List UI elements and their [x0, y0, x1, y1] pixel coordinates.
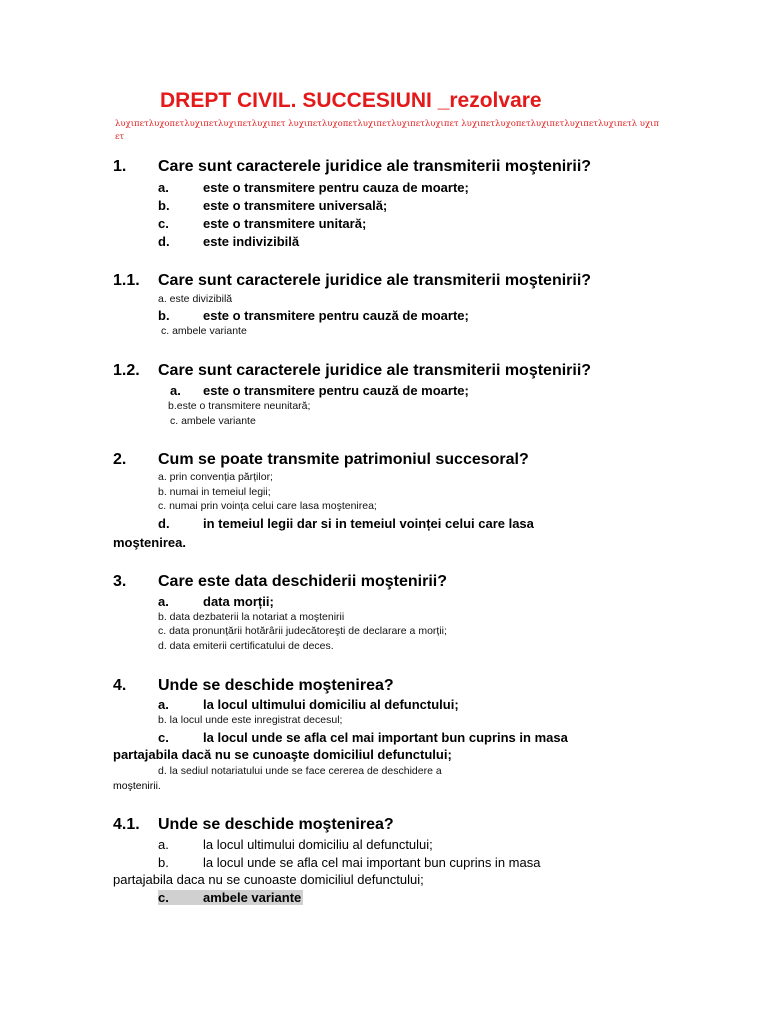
answer-text: la locul unde se afla cel mai important bun cuprins in masa [203, 730, 568, 745]
answer-4b: b. la locul unde este inregistrat decesul; [158, 714, 343, 726]
answer-1-1a: a. este divizibilă [158, 293, 233, 305]
answer-letter: b. [158, 308, 170, 323]
answer-4c-continuation: partajabila dacă nu se cunoaşte domiciliul defunctului; [113, 747, 452, 762]
question-1 [113, 158, 591, 176]
answer-letter: b. [158, 855, 169, 870]
question-number: 1.1. [113, 272, 140, 289]
answer-4d-continuation: moştenirii. [113, 780, 161, 792]
answer-letter: d. [158, 234, 170, 249]
answer-4-1b-continuation: partajabila daca nu se cunoaste domiciliul defunctului; [113, 872, 424, 887]
answer-text: este o transmitere pentru cauză de moarte; [203, 308, 469, 323]
answer-2d [158, 516, 534, 531]
answer-3b: b. data dezbaterii la notariat a moştenirii [158, 611, 345, 623]
question-1-2 [113, 362, 591, 380]
answer-3c: c. data pronunțării hotărârii judecătoreşti de declarare a morții; [158, 625, 447, 637]
question-text: Unde se deschide moştenirea? [158, 816, 394, 833]
question-number: 2. [113, 451, 127, 468]
answer-1a [158, 180, 469, 195]
answer-3a [158, 594, 274, 609]
question-text: Care sunt caracterele juridice ale transmiterii moştenirii? [158, 158, 592, 175]
answer-1-2a [170, 383, 469, 398]
question-number: 4. [113, 677, 127, 694]
question-1-1 [113, 272, 591, 290]
question-3 [113, 573, 447, 591]
answer-4a [158, 697, 459, 712]
answer-text: la locul unde se afla cel mai important bun cuprins in masa [203, 855, 541, 870]
answer-1-2b: b.este o transmitere neunitară; [168, 400, 311, 412]
answer-text: ambele variante [203, 890, 302, 905]
answer-4-1a [158, 837, 433, 852]
question-text: Cum se poate transmite patrimoniul succesoral? [158, 451, 529, 468]
answer-text: data morții; [203, 594, 274, 609]
question-4-1 [113, 816, 394, 834]
answer-2a: a. prin convenția părților; [158, 471, 273, 483]
answer-1-1b [158, 308, 469, 323]
document-subtitle: λυχιπετλυχοπετλυχιπετλυχιπετλυχιπετ λυχιπετλυχοπετλυχιπετλυχιπετλυχιπετ λυχιπετλυχοπετλυχιπετλυχιπετλυχιπετλ υχιπετ [115, 119, 660, 142]
answer-text: este o transmitere unitară; [203, 216, 367, 231]
answer-letter: c. [158, 890, 169, 905]
answer-3d: d. data emiterii certificatului de deces. [158, 640, 334, 652]
question-text: Care sunt caracterele juridice ale transmiterii moştenirii? [158, 362, 592, 379]
question-text: Unde se deschide moştenirea? [158, 677, 394, 694]
answer-letter: a. [158, 594, 169, 609]
answer-2c: c. numai prin voința celui care lasa moştenirea; [158, 500, 377, 512]
answer-letter: a. [158, 697, 169, 712]
answer-1b [158, 198, 387, 213]
answer-2d-continuation: moştenirea. [113, 535, 186, 550]
answer-letter: a. [158, 837, 169, 852]
answer-text: la locul ultimului domiciliu al defunctului; [203, 837, 433, 852]
question-number: 1.2. [113, 362, 140, 379]
answer-1-1c: c. ambele variante [161, 325, 247, 337]
question-number: 1. [113, 158, 127, 175]
answer-4d: d. la sediul notariatului unde se face cererea de deschidere a [158, 765, 442, 777]
answer-letter: c. [158, 730, 169, 745]
answer-text: este o transmitere pentru cauză de moarte; [203, 383, 469, 398]
answer-1c [158, 216, 366, 231]
answer-1d [158, 234, 299, 249]
answer-text: este o transmitere universală; [203, 198, 388, 213]
question-number: 3. [113, 573, 127, 590]
answer-letter: d. [158, 516, 170, 531]
answer-4c [158, 730, 568, 745]
answer-letter: c. [158, 216, 169, 231]
question-2 [113, 451, 529, 469]
answer-text: este indivizibilă [203, 234, 300, 249]
answer-4-1b [158, 855, 540, 870]
answer-letter: a. [170, 383, 181, 398]
answer-text: in temeiul legii dar si in temeiul voinței celui care lasa [203, 516, 534, 531]
answer-letter: b. [158, 198, 170, 213]
answer-letter: a. [158, 180, 169, 195]
document-title: DREPT CIVIL. SUCCESIUNI _rezolvare [160, 89, 542, 112]
question-text: Care este data deschiderii moştenirii? [158, 573, 447, 590]
answer-4-1c [158, 890, 303, 905]
answer-text: este o transmitere pentru cauza de moarte; [203, 180, 469, 195]
answer-text: la locul ultimului domiciliu al defunctului; [203, 697, 459, 712]
question-4 [113, 677, 394, 695]
answer-2b: b. numai in temeiul legii; [158, 486, 271, 498]
question-number: 4.1. [113, 816, 140, 833]
answer-1-2c: c. ambele variante [170, 415, 256, 427]
question-text: Care sunt caracterele juridice ale transmiterii moştenirii? [158, 272, 592, 289]
